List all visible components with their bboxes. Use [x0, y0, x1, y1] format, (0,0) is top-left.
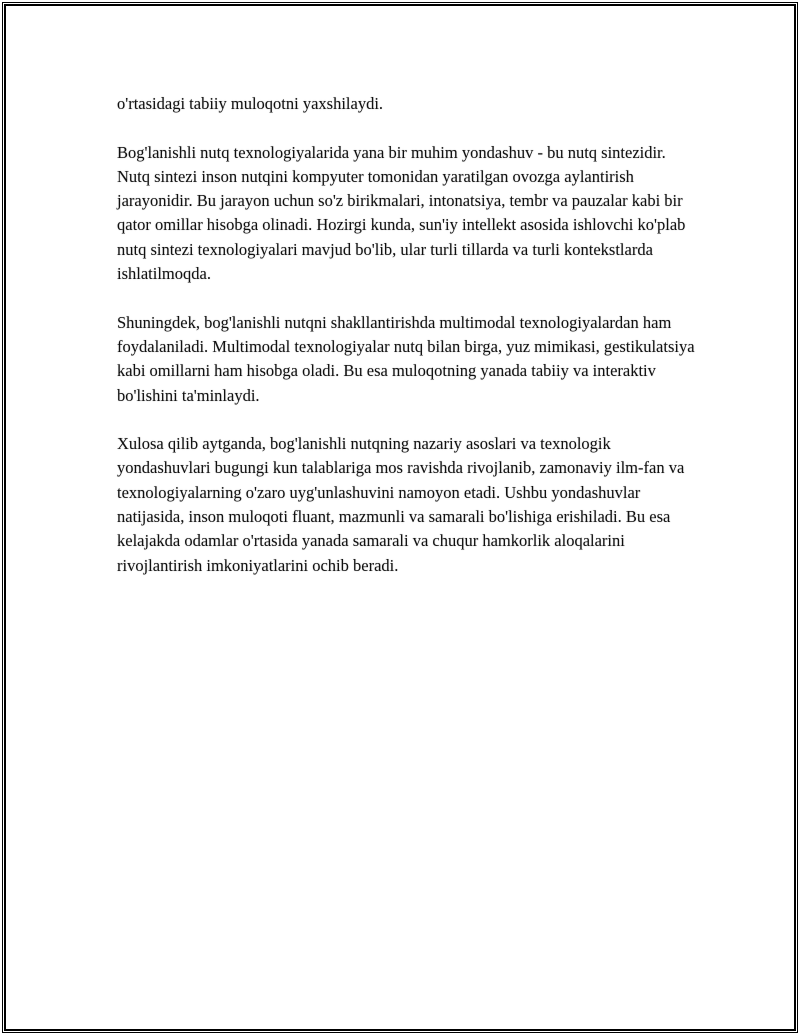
document-body	[117, 92, 702, 602]
paragraph-multimodal: Shuningdek, bog'lanishli nutqni shakllantirishda multimodal texnologiyalardan ham foydalaniladi. Multimodal texnologiyalar nutq bilan birga, yuz mimikasi, gestikulatsiya kabi omillarni ham hisobga oladi. Bu esa muloqotning yanada tabiiy va interaktiv bo'lishini ta'minlaydi.	[117, 312, 695, 405]
paragraph-continuation: o'rtasidagi tabiiy muloqotni yaxshilaydi.	[117, 94, 384, 113]
paragraph-speech-synthesis: Bog'lanishli nutq texnologiyalarida yana bir muhim yondashuv - bu nutq sintezidir. Nutq sintezi inson nutqini kompyuter tomonidan yaratilgan ovozga aylantirish jarayonidir. Bu jarayon uchun so'z birikmalari, intonatsiya, tembr va pauzalar kabi bir qator omillar hisobga olinadi. Hozirgi kunda, sun'iy intellekt asosida ishlovchi ko'plab nutq sintezi texnologiyalari mavjud bo'lib, ular turli tillarda va turli kontekstlarda ishlatilmoqda.	[117, 142, 686, 284]
paragraph-conclusion: Xulosa qilib aytganda, bog'lanishli nutqning nazariy asoslari va texnologik yondashuvlari bugungi kun talablariga mos ravishda rivojlanib, zamonaviy ilm-fan va texnologiyalarning o'zaro uyg'unlashuvini namoyon etadi. Ushbu yondashuvlar natijasida, inson muloqoti fluant, mazmunli va samarali bo'lishiga erishiladi. Bu esa kelajakda odamlar o'rtasida yanada samarali va chuqur hamkorlik aloqalarini rivojlantirish imkoniyatlarini ochib beradi.	[117, 434, 685, 575]
